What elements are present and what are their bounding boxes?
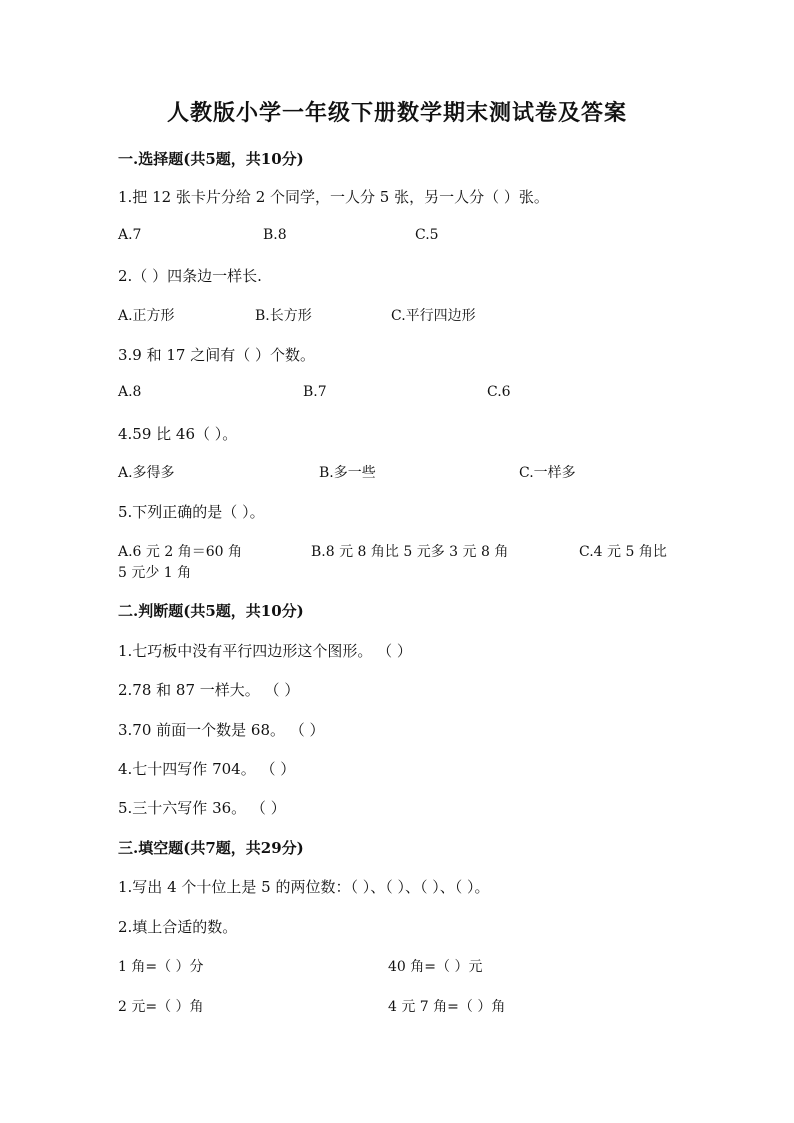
question-1-4: 4.59 比 46（ ）。 xyxy=(118,425,238,443)
page-title: 人教版小学一年级下册数学期末测试卷及答案 xyxy=(166,100,627,126)
option-a: A.正方形 xyxy=(118,308,175,324)
option-a: A.8 xyxy=(118,384,142,400)
question-3-2: 2.填上合适的数。 xyxy=(118,918,238,936)
fill-item: 1 角=（ ）分 xyxy=(118,959,204,975)
option-c: C.一样多 xyxy=(519,465,576,481)
question-1-2: 2.（ ）四条边一样长. xyxy=(118,267,262,285)
option-c: C.平行四边形 xyxy=(391,308,476,324)
option-c: C.4 元 5 角比 xyxy=(579,544,667,560)
option-c: C.5 xyxy=(415,227,439,243)
option-b: B.8 xyxy=(263,227,287,243)
section-heading-choice: 一.选择题(共5题，共10分) xyxy=(118,150,304,168)
option-b: B.7 xyxy=(303,384,327,400)
option-c: C.6 xyxy=(487,384,511,400)
question-1-3: 3.9 和 17 之间有（ ）个数。 xyxy=(118,346,316,364)
option-a: A.多得多 xyxy=(118,465,175,481)
option-c-continued: 5 元少 1 角 xyxy=(118,565,192,581)
fill-item: 4 元 7 角=（ ）角 xyxy=(388,999,506,1015)
option-a: A.7 xyxy=(118,227,142,243)
option-b: B.8 元 8 角比 5 元多 3 元 8 角 xyxy=(311,544,509,560)
question-2-1: 1.七巧板中没有平行四边形这个图形。 （ ） xyxy=(118,642,412,660)
option-b: B.长方形 xyxy=(255,308,312,324)
question-2-4: 4.七十四写作 704。 （ ） xyxy=(118,760,296,778)
question-2-2: 2.78 和 87 一样大。 （ ） xyxy=(118,681,300,699)
option-b: B.多一些 xyxy=(319,465,376,481)
option-a: A.6 元 2 角＝60 角 xyxy=(118,544,242,560)
question-2-5: 5.三十六写作 36。 （ ） xyxy=(118,799,286,817)
question-1-1: 1.把 12 张卡片分给 2 个同学，一人分 5 张，另一人分（ ）张。 xyxy=(118,188,549,206)
fill-item: 2 元=（ ）角 xyxy=(118,999,204,1015)
section-heading-judgement: 二.判断题(共5题，共10分) xyxy=(118,602,304,620)
question-2-3: 3.70 前面一个数是 68。 （ ） xyxy=(118,721,325,739)
fill-item: 40 角=（ ）元 xyxy=(388,959,483,975)
question-3-1: 1.写出 4 个十位上是 5 的两位数：（ ）、（ ）、（ ）、（ ）。 xyxy=(118,878,490,896)
question-1-5: 5.下列正确的是（ ）。 xyxy=(118,503,265,521)
section-heading-fill: 三.填空题(共7题，共29分) xyxy=(118,839,304,857)
